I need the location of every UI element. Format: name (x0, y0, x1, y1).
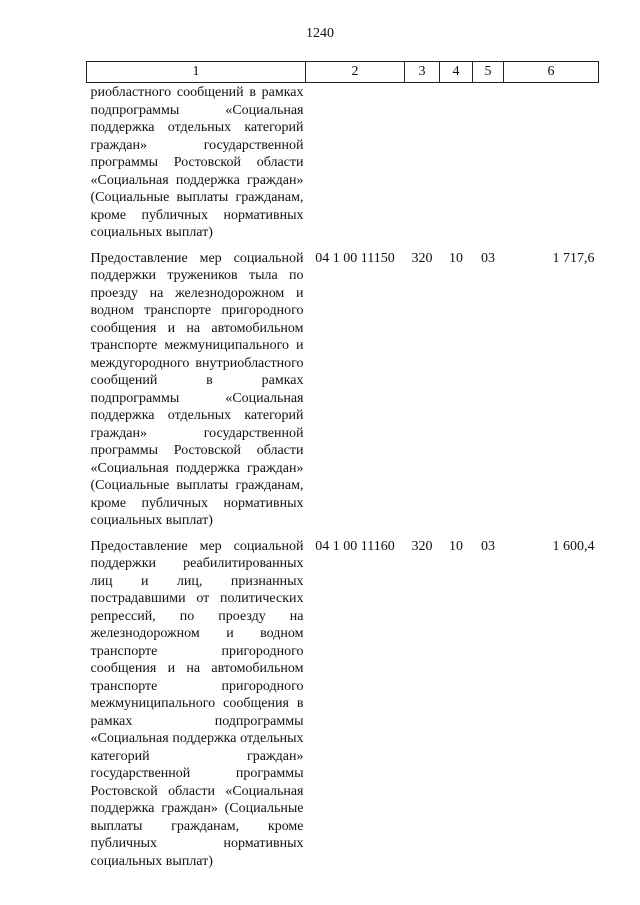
row-expense-type: 320 (411, 250, 433, 266)
row-amount: 1 717,6 (552, 250, 595, 266)
column-header-4: 4 (440, 62, 473, 83)
row-description: риобластного сообщений в рамках подпрограммы «Социальная поддержка отдельных категорий граждан» государственной программы Ростовской области «Социальная поддержка граждан» (Социальные выплаты гражданам, кроме публичных нормативных социальных выплат) (90, 85, 304, 240)
row-section: 10 (449, 250, 463, 266)
row-target-code: 04 1 00 11150 (315, 250, 395, 266)
table-header-row (87, 62, 599, 83)
row-section: 10 (449, 538, 463, 554)
page-number: 1240 (306, 26, 334, 41)
row-subsection: 03 (481, 250, 495, 266)
column-header-5: 5 (473, 62, 504, 83)
row-amount: 1 600,4 (552, 538, 595, 554)
column-header-1: 1 (87, 62, 306, 83)
table-row (87, 250, 599, 530)
row-target-code: 04 1 00 11160 (315, 538, 395, 554)
table-row (87, 538, 599, 871)
row-description: Предоставление мер социальной поддержки реабилитированных лиц и лиц, признанных пострадавшими от политических репрессий, по проезду на железнодорожном и водном транспорте пригородного сообщения и на автомобильном транспорте пригородного межмуниципального сообщения в рамках подпрограммы «Социальная поддержка отдельных категорий граждан» государственной программы Ростовской области «Социальная поддержка граждан» (Социальные выплаты гражданам, кроме публичных нормативных социальных выплат) (90, 538, 304, 869)
column-header-2: 2 (306, 62, 405, 83)
row-expense-type: 320 (411, 538, 433, 554)
row-subsection: 03 (481, 538, 495, 554)
column-header-3: 3 (405, 62, 440, 83)
budget-table (86, 61, 599, 870)
row-description: Предоставление мер социальной поддержки тружеников тыла по проезду на железнодорожном и водном транспорте пригородного сообщения и на автомобильном транспорте межмуниципального и междугородного внутриобластного сообщений в рамках подпрограммы «Социальная поддержка отдельных категорий граждан» государственной программы Ростовской области «Социальная поддержка граждан» (Социальные выплаты гражданам, кроме публичных нормативных социальных выплат) (90, 250, 304, 528)
table-row-continuation (87, 83, 599, 242)
column-header-6: 6 (504, 62, 599, 83)
